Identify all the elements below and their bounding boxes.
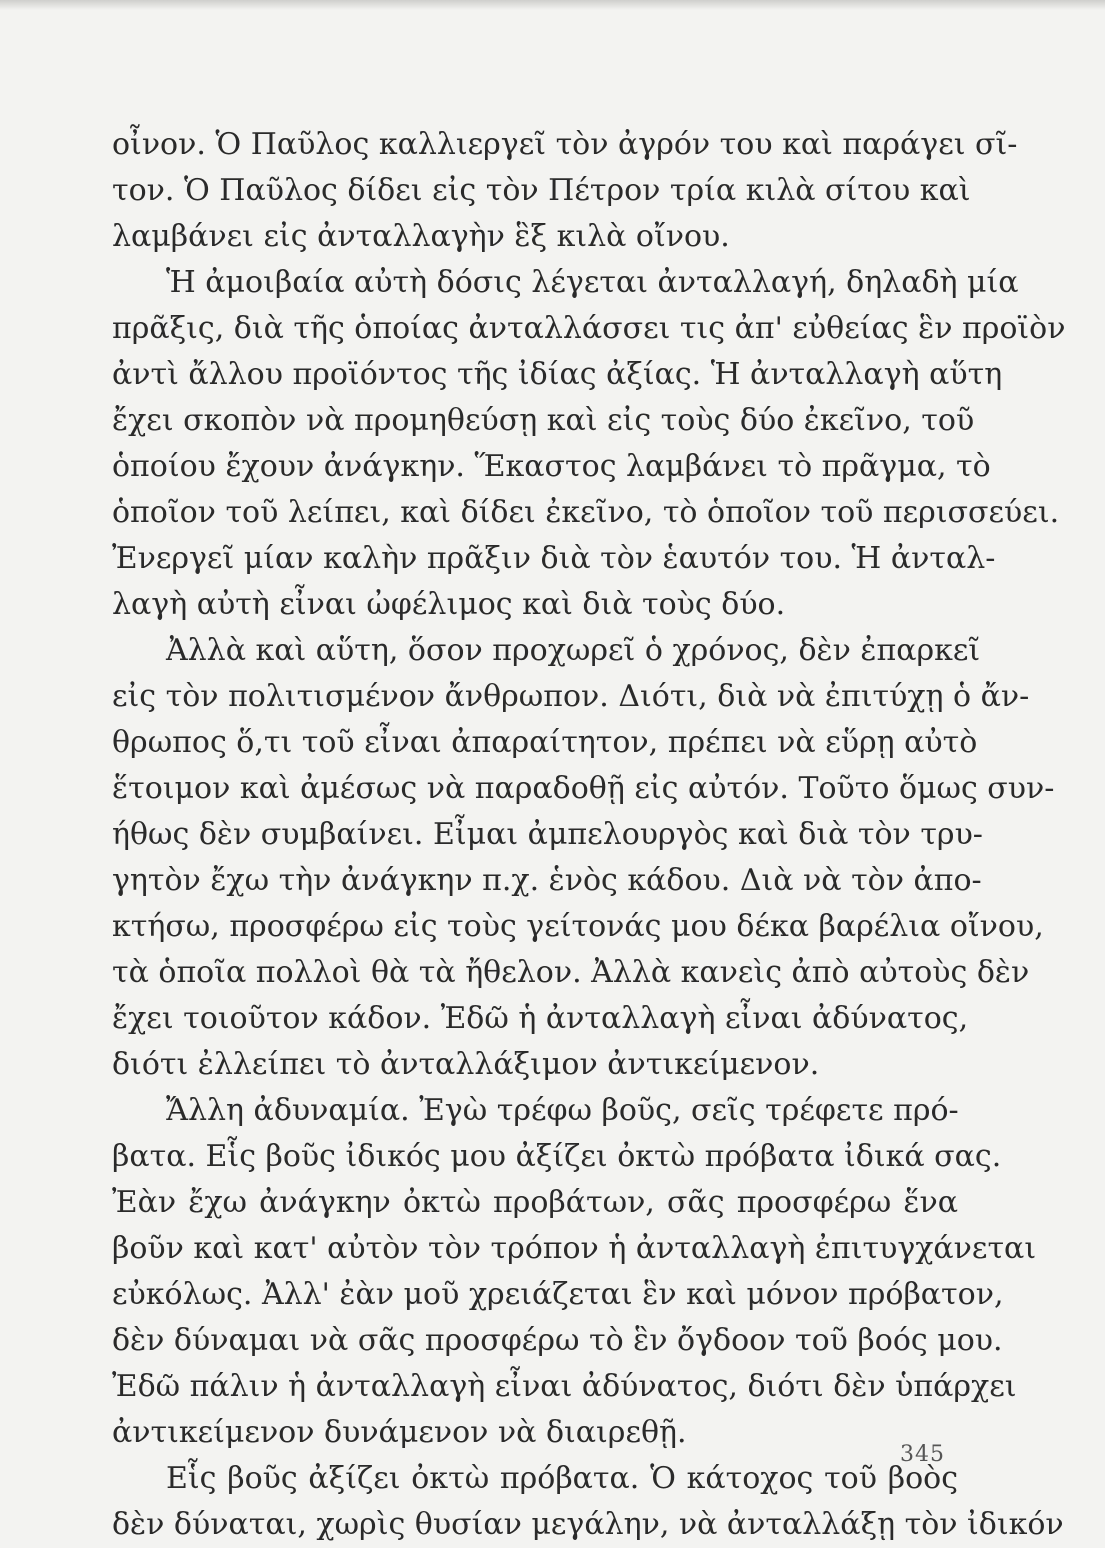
text-line: ἀντικείμενον δυνάμενον νὰ διαιρεθῇ. bbox=[112, 1415, 687, 1450]
text-line: Ἐδῶ πάλιν ἡ ἀνταλλαγὴ εἶναι ἀδύνατος, διότι δὲν ὑπάρχει bbox=[112, 1369, 1017, 1404]
text-line: εὐκόλως. Ἀλλ' ἐὰν μοῦ χρειάζεται ἓν καὶ μόνον πρόβατον, bbox=[112, 1277, 1004, 1312]
text-line: Ἀλλὰ καὶ αὕτη, ὅσον προχωρεῖ ὁ χρόνος, δὲν ἐπαρκεῖ bbox=[166, 633, 981, 668]
page-body-text bbox=[112, 122, 1066, 1548]
scan-top-edge bbox=[0, 0, 1105, 10]
text-line: λαμβάνει εἰς ἀνταλλαγὴν ἓξ κιλὰ οἴνου. bbox=[112, 219, 730, 254]
text-line: διότι ἐλλείπει τὸ ἀνταλλάξιμον ἀντικείμενον. bbox=[112, 1047, 820, 1082]
text-line: ήθως δὲν συμβαίνει. Εἶμαι ἀμπελουργὸς καὶ διὰ τὸν τρυ- bbox=[112, 817, 983, 852]
text-line: ἔχει σκοπὸν νὰ προμηθεύσῃ καὶ εἰς τοὺς δύο ἐκεῖνο, τοῦ bbox=[112, 403, 975, 438]
text-line: κτήσω, προσφέρω εἰς τοὺς γείτονάς μου δέκα βαρέλια οἴνου, bbox=[112, 909, 1044, 944]
text-line: ἕτοιμον καὶ ἀμέσως νὰ παραδοθῇ εἰς αὐτόν. Τοῦτο ὅμως συν- bbox=[112, 771, 1055, 806]
text-line: Ἄλλη ἀδυναμία. Ἐγὼ τρέφω βοῦς, σεῖς τρέφετε πρό- bbox=[166, 1093, 959, 1128]
text-line: εἰς τὸν πολιτισμένον ἄνθρωπον. Διότι, διὰ νὰ ἐπιτύχῃ ὁ ἄν- bbox=[112, 679, 1030, 714]
text-line: πρᾶξις, διὰ τῆς ὁποίας ἀνταλλάσσει τις ἀπ' εὐθείας ἓν προϊὸν bbox=[112, 311, 1066, 346]
text-line: λαγὴ αὐτὴ εἶναι ὠφέλιμος καὶ διὰ τοὺς δύο. bbox=[112, 587, 786, 622]
text-line: γητὸν ἔχω τὴν ἀνάγκην π.χ. ἑνὸς κάδου. Διὰ νὰ τὸν ἀπο- bbox=[112, 863, 982, 898]
text-line: τὰ ὁποῖα πολλοὶ θὰ τὰ ἤθελον. Ἀλλὰ κανεὶς ἀπὸ αὐτοὺς δὲν bbox=[112, 955, 1030, 990]
text-line: ὁποῖον τοῦ λείπει, καὶ δίδει ἐκεῖνο, τὸ ὁποῖον τοῦ περισσεύει. bbox=[112, 495, 1060, 530]
text-line: τον. Ὁ Παῦλος δίδει εἰς τὸν Πέτρον τρία κιλὰ σίτου καὶ bbox=[112, 173, 971, 208]
text-line: Ἡ ἀμοιβαία αὐτὴ δόσις λέγεται ἀνταλλαγή, δηλαδὴ μία bbox=[166, 265, 1019, 300]
text-line: ἀντὶ ἄλλου προϊόντος τῆς ἰδίας ἀξίας. Ἡ ἀνταλλαγὴ αὕτη bbox=[112, 357, 1003, 392]
text-line: δὲν δύναται, χωρὶς θυσίαν μεγάλην, νὰ ἀνταλλάξῃ τὸν ἰδικόν bbox=[112, 1507, 1064, 1542]
text-line: βοῦν καὶ κατ' αὐτὸν τὸν τρόπον ἡ ἀνταλλαγὴ ἐπιτυγχάνεται bbox=[112, 1231, 1037, 1266]
text-line: θρωπος ὅ,τι τοῦ εἶναι ἀπαραίτητον, πρέπει νὰ εὕρῃ αὐτὸ bbox=[112, 725, 978, 760]
text-line: ἔχει τοιοῦτον κάδον. Ἐδῶ ἡ ἀνταλλαγὴ εἶναι ἀδύνατος, bbox=[112, 1001, 969, 1036]
text-line: οἶνον. Ὁ Παῦλος καλλιεργεῖ τὸν ἀγρόν του καὶ παράγει σῖ- bbox=[112, 127, 1018, 162]
text-line: Ἐὰν ἔχω ἀνάγκην ὀκτὼ προβάτων, σᾶς προσφέρω ἕνα bbox=[112, 1185, 958, 1220]
text-line: βατα. Εἷς βοῦς ἰδικός μου ἀξίζει ὀκτὼ πρόβατα ἰδικά σας. bbox=[112, 1139, 1002, 1174]
text-line: ὁποίου ἔχουν ἀνάγκην. Ἕκαστος λαμβάνει τὸ πρᾶγμα, τὸ bbox=[112, 449, 991, 484]
text-line: Εἷς βοῦς ἀξίζει ὀκτὼ πρόβατα. Ὁ κάτοχος τοῦ βοὸς bbox=[166, 1461, 958, 1496]
text-line: δὲν δύναμαι νὰ σᾶς προσφέρω τὸ ἓν ὄγδοον τοῦ βοός μου. bbox=[112, 1323, 1003, 1358]
page-number: 345 bbox=[900, 1442, 945, 1467]
text-line: Ἐνεργεῖ μίαν καλὴν πρᾶξιν διὰ τὸν ἑαυτόν του. Ἡ ἀνταλ- bbox=[112, 541, 996, 576]
